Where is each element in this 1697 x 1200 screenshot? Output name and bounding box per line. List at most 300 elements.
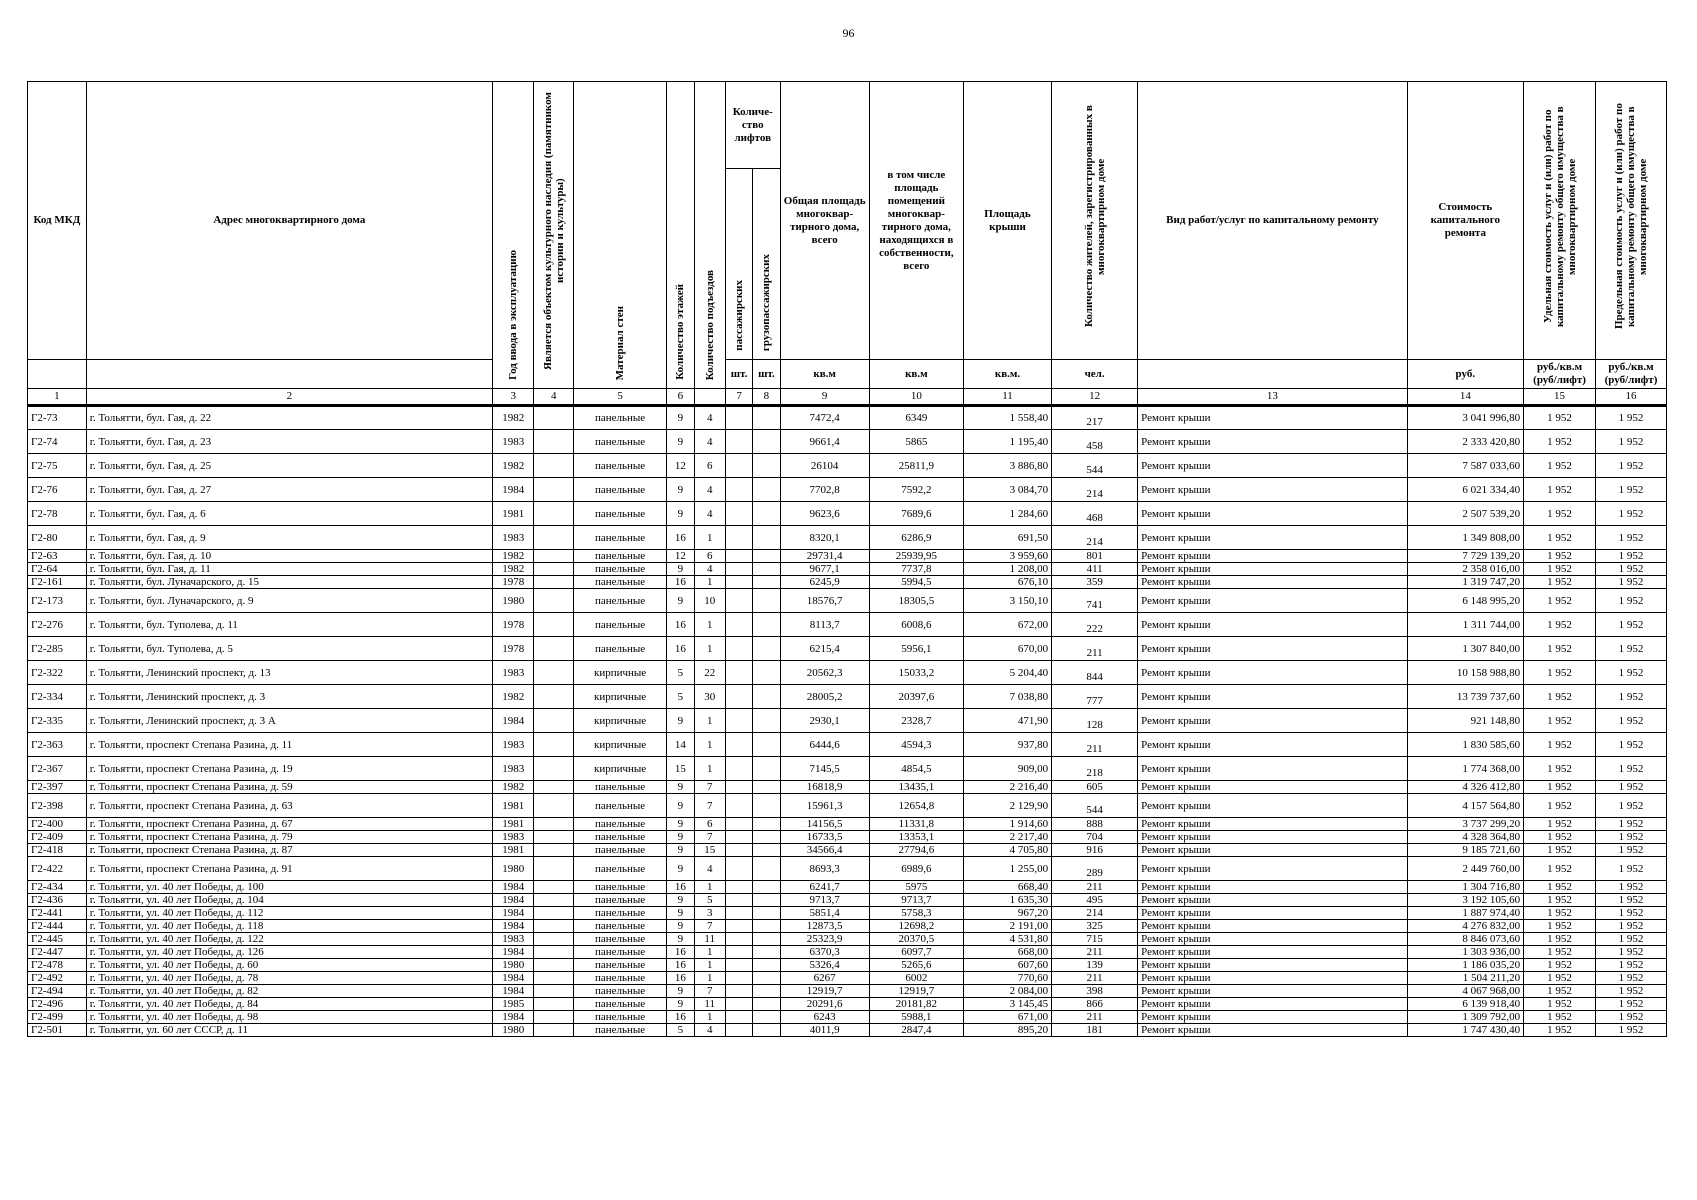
cell-floors: 16 bbox=[667, 881, 694, 894]
cell-owned: 5994,5 bbox=[869, 576, 963, 589]
cell-heritage bbox=[534, 972, 574, 985]
cell-material: панельные bbox=[573, 985, 666, 998]
cell-address: г. Тольятти, бул. Туполева, д. 5 bbox=[86, 637, 492, 661]
cell-total: 9661,4 bbox=[780, 430, 869, 454]
cell-unit: 1 952 bbox=[1524, 881, 1596, 894]
cell-material: панельные bbox=[573, 946, 666, 959]
cell-cost: 1 887 974,40 bbox=[1407, 907, 1523, 920]
cell-max: 1 952 bbox=[1595, 613, 1666, 637]
cell-cost: 4 157 564,80 bbox=[1407, 794, 1523, 818]
table-row bbox=[28, 613, 1667, 637]
cell-freight bbox=[753, 563, 780, 576]
header-passenger-lifts-text: пассажирских bbox=[733, 280, 746, 351]
cell-work: Ремонт крыши bbox=[1138, 1011, 1407, 1024]
cell-cost: 2 449 760,00 bbox=[1407, 857, 1523, 881]
cell-pass bbox=[725, 589, 752, 613]
table-row bbox=[28, 894, 1667, 907]
cell-cost: 2 358 016,00 bbox=[1407, 563, 1523, 576]
cell-unit: 1 952 bbox=[1524, 781, 1596, 794]
cell-total: 18576,7 bbox=[780, 589, 869, 613]
cell-year: 1984 bbox=[492, 1011, 534, 1024]
cell-roof: 967,20 bbox=[963, 907, 1051, 920]
cell-work: Ремонт крыши bbox=[1138, 794, 1407, 818]
cell-owned: 9713,7 bbox=[869, 894, 963, 907]
cell-material: панельные bbox=[573, 781, 666, 794]
cell-floors: 9 bbox=[667, 920, 694, 933]
unit-residents: чел. bbox=[1052, 360, 1138, 389]
cell-heritage bbox=[534, 781, 574, 794]
cell-year: 1982 bbox=[492, 781, 534, 794]
cell-total: 6267 bbox=[780, 972, 869, 985]
cell-residents: 888 bbox=[1052, 818, 1138, 831]
cell-floors: 12 bbox=[667, 550, 694, 563]
cell-unit: 1 952 bbox=[1524, 844, 1596, 857]
cell-code: Г2-74 bbox=[28, 430, 87, 454]
cell-code: Г2-434 bbox=[28, 881, 87, 894]
cell-unit: 1 952 bbox=[1524, 894, 1596, 907]
cell-roof: 2 191,00 bbox=[963, 920, 1051, 933]
column-number-blank bbox=[694, 389, 725, 406]
cell-freight bbox=[753, 985, 780, 998]
cell-code: Г2-447 bbox=[28, 946, 87, 959]
cell-entrances: 1 bbox=[694, 637, 725, 661]
cell-entrances: 6 bbox=[694, 550, 725, 563]
cell-owned: 5865 bbox=[869, 430, 963, 454]
table-row bbox=[28, 907, 1667, 920]
cell-freight bbox=[753, 526, 780, 550]
cell-owned: 4854,5 bbox=[869, 757, 963, 781]
cell-roof: 676,10 bbox=[963, 576, 1051, 589]
table-row bbox=[28, 430, 1667, 454]
cell-floors: 15 bbox=[667, 757, 694, 781]
cell-code: Г2-334 bbox=[28, 685, 87, 709]
cell-total: 7702,8 bbox=[780, 478, 869, 502]
cell-unit: 1 952 bbox=[1524, 857, 1596, 881]
cell-heritage bbox=[534, 920, 574, 933]
cell-residents: 704 bbox=[1052, 831, 1138, 844]
cell-material: панельные bbox=[573, 406, 666, 430]
cell-heritage bbox=[534, 844, 574, 857]
cell-floors: 9 bbox=[667, 709, 694, 733]
table-row bbox=[28, 757, 1667, 781]
cell-residents: 777 bbox=[1052, 685, 1138, 709]
cell-residents: 217 bbox=[1052, 406, 1138, 430]
cell-work: Ремонт крыши bbox=[1138, 959, 1407, 972]
cell-total: 15961,3 bbox=[780, 794, 869, 818]
cell-roof: 4 705,80 bbox=[963, 844, 1051, 857]
cell-address: г. Тольятти, бул. Гая, д. 22 bbox=[86, 406, 492, 430]
cell-code: Г2-63 bbox=[28, 550, 87, 563]
cell-max: 1 952 bbox=[1595, 661, 1666, 685]
cell-unit: 1 952 bbox=[1524, 907, 1596, 920]
cell-pass bbox=[725, 430, 752, 454]
cell-freight bbox=[753, 1011, 780, 1024]
cell-pass bbox=[725, 478, 752, 502]
cell-owned: 12919,7 bbox=[869, 985, 963, 998]
cell-year: 1983 bbox=[492, 526, 534, 550]
cell-roof: 4 531,80 bbox=[963, 933, 1051, 946]
cell-freight bbox=[753, 781, 780, 794]
cell-freight bbox=[753, 550, 780, 563]
cell-heritage bbox=[534, 959, 574, 972]
cell-freight bbox=[753, 998, 780, 1011]
cell-residents: 741 bbox=[1052, 589, 1138, 613]
cell-unit: 1 952 bbox=[1524, 998, 1596, 1011]
cell-entrances: 4 bbox=[694, 430, 725, 454]
cell-cost: 1 319 747,20 bbox=[1407, 576, 1523, 589]
cell-code: Г2-478 bbox=[28, 959, 87, 972]
table-row bbox=[28, 661, 1667, 685]
cell-year: 1983 bbox=[492, 757, 534, 781]
cell-code: Г2-397 bbox=[28, 781, 87, 794]
cell-cost: 3 737 299,20 bbox=[1407, 818, 1523, 831]
cell-entrances: 30 bbox=[694, 685, 725, 709]
cell-unit: 1 952 bbox=[1524, 454, 1596, 478]
cell-pass bbox=[725, 661, 752, 685]
cell-material: панельные bbox=[573, 972, 666, 985]
cell-material: панельные bbox=[573, 959, 666, 972]
cell-floors: 16 bbox=[667, 576, 694, 589]
cell-owned: 6286,9 bbox=[869, 526, 963, 550]
cell-heritage bbox=[534, 613, 574, 637]
cell-cost: 4 328 364,80 bbox=[1407, 831, 1523, 844]
cell-unit: 1 952 bbox=[1524, 550, 1596, 563]
cell-freight bbox=[753, 831, 780, 844]
cell-material: панельные bbox=[573, 576, 666, 589]
column-number: 8 bbox=[753, 389, 780, 406]
cell-max: 1 952 bbox=[1595, 454, 1666, 478]
cell-total: 34566,4 bbox=[780, 844, 869, 857]
cell-owned: 5988,1 bbox=[869, 1011, 963, 1024]
table-row bbox=[28, 857, 1667, 881]
cell-pass bbox=[725, 406, 752, 430]
cell-roof: 671,00 bbox=[963, 1011, 1051, 1024]
cell-owned: 5265,6 bbox=[869, 959, 963, 972]
cell-cost: 3 041 996,80 bbox=[1407, 406, 1523, 430]
cell-roof: 1 195,40 bbox=[963, 430, 1051, 454]
cell-code: Г2-80 bbox=[28, 526, 87, 550]
cell-freight bbox=[753, 959, 780, 972]
cell-pass bbox=[725, 844, 752, 857]
cell-material: панельные bbox=[573, 589, 666, 613]
cell-owned: 12698,2 bbox=[869, 920, 963, 933]
cell-pass bbox=[725, 550, 752, 563]
cell-cost: 13 739 737,60 bbox=[1407, 685, 1523, 709]
cell-residents: 214 bbox=[1052, 526, 1138, 550]
cell-residents: 214 bbox=[1052, 907, 1138, 920]
cell-cost: 1 774 368,00 bbox=[1407, 757, 1523, 781]
cell-max: 1 952 bbox=[1595, 881, 1666, 894]
cell-unit: 1 952 bbox=[1524, 563, 1596, 576]
cell-heritage bbox=[534, 733, 574, 757]
cell-cost: 6 021 334,40 bbox=[1407, 478, 1523, 502]
cell-unit: 1 952 bbox=[1524, 478, 1596, 502]
cell-total: 16733,5 bbox=[780, 831, 869, 844]
cell-material: кирпичные bbox=[573, 733, 666, 757]
cell-floors: 9 bbox=[667, 478, 694, 502]
cell-address: г. Тольятти, бул. Луначарского, д. 15 bbox=[86, 576, 492, 589]
cell-floors: 9 bbox=[667, 933, 694, 946]
cell-code: Г2-499 bbox=[28, 1011, 87, 1024]
cell-unit: 1 952 bbox=[1524, 502, 1596, 526]
cell-code: Г2-76 bbox=[28, 478, 87, 502]
cell-pass bbox=[725, 454, 752, 478]
cell-material: панельные bbox=[573, 857, 666, 881]
cell-unit: 1 952 bbox=[1524, 637, 1596, 661]
cell-freight bbox=[753, 933, 780, 946]
table-row bbox=[28, 781, 1667, 794]
cell-address: г. Тольятти, Ленинский проспект, д. 13 bbox=[86, 661, 492, 685]
cell-unit: 1 952 bbox=[1524, 661, 1596, 685]
cell-material: панельные bbox=[573, 502, 666, 526]
cell-freight bbox=[753, 757, 780, 781]
cell-unit: 1 952 bbox=[1524, 526, 1596, 550]
cell-pass bbox=[725, 613, 752, 637]
cell-address: г. Тольятти, проспект Степана Разина, д. 19 bbox=[86, 757, 492, 781]
cell-year: 1983 bbox=[492, 430, 534, 454]
cell-residents: 866 bbox=[1052, 998, 1138, 1011]
cell-total: 4011,9 bbox=[780, 1024, 869, 1037]
cell-cost: 921 148,80 bbox=[1407, 709, 1523, 733]
cell-material: панельные bbox=[573, 563, 666, 576]
cell-year: 1982 bbox=[492, 406, 534, 430]
cell-address: г. Тольятти, проспект Степана Разина, д. 11 bbox=[86, 733, 492, 757]
cell-address: г. Тольятти, проспект Степана Разина, д. 59 bbox=[86, 781, 492, 794]
cell-floors: 9 bbox=[667, 430, 694, 454]
cell-total: 6215,4 bbox=[780, 637, 869, 661]
cell-entrances: 4 bbox=[694, 406, 725, 430]
cell-unit: 1 952 bbox=[1524, 794, 1596, 818]
column-number: 6 bbox=[667, 389, 694, 406]
cell-entrances: 4 bbox=[694, 478, 725, 502]
cell-residents: 211 bbox=[1052, 881, 1138, 894]
table-row bbox=[28, 998, 1667, 1011]
cell-pass bbox=[725, 685, 752, 709]
cell-owned: 7737,8 bbox=[869, 563, 963, 576]
cell-roof: 2 129,90 bbox=[963, 794, 1051, 818]
cell-address: г. Тольятти, бул. Гая, д. 27 bbox=[86, 478, 492, 502]
cell-max: 1 952 bbox=[1595, 894, 1666, 907]
cell-entrances: 1 bbox=[694, 1011, 725, 1024]
table-row bbox=[28, 933, 1667, 946]
header-owned-area: в том числе площадь помещений многоквар-тирного дома, находящихся в собственности, всего bbox=[869, 82, 963, 360]
cell-max: 1 952 bbox=[1595, 709, 1666, 733]
column-number: 15 bbox=[1524, 389, 1596, 406]
cell-pass bbox=[725, 794, 752, 818]
cell-freight bbox=[753, 920, 780, 933]
cell-year: 1985 bbox=[492, 998, 534, 1011]
cell-heritage bbox=[534, 589, 574, 613]
table-row bbox=[28, 959, 1667, 972]
header-year bbox=[492, 82, 534, 389]
cell-freight bbox=[753, 857, 780, 881]
cell-freight bbox=[753, 613, 780, 637]
cell-residents: 398 bbox=[1052, 985, 1138, 998]
cell-cost: 1 303 936,00 bbox=[1407, 946, 1523, 959]
cell-max: 1 952 bbox=[1595, 857, 1666, 881]
cell-address: г. Тольятти, Ленинский проспект, д. 3 bbox=[86, 685, 492, 709]
cell-freight bbox=[753, 576, 780, 589]
unit-max-cost: руб./кв.м (руб/лифт) bbox=[1595, 360, 1666, 389]
cell-heritage bbox=[534, 685, 574, 709]
cell-roof: 3 886,80 bbox=[963, 454, 1051, 478]
cell-owned: 20181,82 bbox=[869, 998, 963, 1011]
cell-work: Ремонт крыши bbox=[1138, 576, 1407, 589]
cell-pass bbox=[725, 831, 752, 844]
cell-freight bbox=[753, 733, 780, 757]
cell-code: Г2-494 bbox=[28, 985, 87, 998]
cell-residents: 289 bbox=[1052, 857, 1138, 881]
header-heritage-text: Является объектом культурного наследия (памятником истории и культуры) bbox=[541, 92, 566, 370]
cell-work: Ремонт крыши bbox=[1138, 550, 1407, 563]
cell-address: г. Тольятти, ул. 40 лет Победы, д. 122 bbox=[86, 933, 492, 946]
cell-year: 1983 bbox=[492, 933, 534, 946]
cell-pass bbox=[725, 972, 752, 985]
table-row bbox=[28, 563, 1667, 576]
cell-work: Ремонт крыши bbox=[1138, 637, 1407, 661]
cell-entrances: 22 bbox=[694, 661, 725, 685]
cell-total: 8693,3 bbox=[780, 857, 869, 881]
cell-code: Г2-445 bbox=[28, 933, 87, 946]
cell-material: панельные bbox=[573, 844, 666, 857]
cell-address: г. Тольятти, ул. 40 лет Победы, д. 112 bbox=[86, 907, 492, 920]
cell-entrances: 1 bbox=[694, 946, 725, 959]
cell-work: Ремонт крыши bbox=[1138, 563, 1407, 576]
cell-total: 20562,3 bbox=[780, 661, 869, 685]
cell-total: 20291,6 bbox=[780, 998, 869, 1011]
cell-work: Ремонт крыши bbox=[1138, 1024, 1407, 1037]
cell-total: 9623,6 bbox=[780, 502, 869, 526]
cell-work: Ремонт крыши bbox=[1138, 709, 1407, 733]
cell-address: г. Тольятти, бул. Луначарского, д. 9 bbox=[86, 589, 492, 613]
cell-total: 9677,1 bbox=[780, 563, 869, 576]
cell-residents: 211 bbox=[1052, 1011, 1138, 1024]
cell-address: г. Тольятти, бул. Гая, д. 11 bbox=[86, 563, 492, 576]
cell-work: Ремонт крыши bbox=[1138, 589, 1407, 613]
cell-residents: 715 bbox=[1052, 933, 1138, 946]
cell-work: Ремонт крыши bbox=[1138, 818, 1407, 831]
cell-heritage bbox=[534, 907, 574, 920]
cell-residents: 495 bbox=[1052, 894, 1138, 907]
cell-total: 8320,1 bbox=[780, 526, 869, 550]
header-freight-lifts-text: грузопассажирских bbox=[760, 253, 773, 351]
cell-pass bbox=[725, 733, 752, 757]
header-roof-area: Площадь крыши bbox=[963, 82, 1051, 360]
cell-address: г. Тольятти, проспект Степана Разина, д. 91 bbox=[86, 857, 492, 881]
cell-unit: 1 952 bbox=[1524, 589, 1596, 613]
cell-floors: 9 bbox=[667, 589, 694, 613]
cell-residents: 128 bbox=[1052, 709, 1138, 733]
cell-max: 1 952 bbox=[1595, 818, 1666, 831]
table-row bbox=[28, 478, 1667, 502]
cell-max: 1 952 bbox=[1595, 576, 1666, 589]
cell-work: Ремонт крыши bbox=[1138, 844, 1407, 857]
cell-roof: 2 217,40 bbox=[963, 831, 1051, 844]
cell-year: 1984 bbox=[492, 972, 534, 985]
header-unit-cost-text: Удельная стоимость услуг и (или) работ по капитальному ремонту общего имущества в многоквартирном доме bbox=[1541, 106, 1578, 327]
cell-material: панельные bbox=[573, 894, 666, 907]
cell-cost: 6 139 918,40 bbox=[1407, 998, 1523, 1011]
cell-heritage bbox=[534, 985, 574, 998]
cell-heritage bbox=[534, 998, 574, 1011]
cell-entrances: 1 bbox=[694, 972, 725, 985]
cell-entrances: 4 bbox=[694, 1024, 725, 1037]
cell-floors: 12 bbox=[667, 454, 694, 478]
cell-code: Г2-285 bbox=[28, 637, 87, 661]
cell-roof: 5 204,40 bbox=[963, 661, 1051, 685]
cell-owned: 6989,6 bbox=[869, 857, 963, 881]
cell-year: 1981 bbox=[492, 502, 534, 526]
cell-cost: 1 309 792,00 bbox=[1407, 1011, 1523, 1024]
cell-floors: 16 bbox=[667, 526, 694, 550]
cell-roof: 895,20 bbox=[963, 1024, 1051, 1037]
cell-max: 1 952 bbox=[1595, 781, 1666, 794]
cell-unit: 1 952 bbox=[1524, 933, 1596, 946]
header-residents-text: Количество жителей, зарегистрированных в многоквартирном доме bbox=[1082, 105, 1107, 328]
cell-material: панельные bbox=[573, 550, 666, 563]
cell-code: Г2-161 bbox=[28, 576, 87, 589]
table-row bbox=[28, 733, 1667, 757]
cell-code: Г2-398 bbox=[28, 794, 87, 818]
table-row bbox=[28, 709, 1667, 733]
cell-roof: 3 150,10 bbox=[963, 589, 1051, 613]
cell-floors: 9 bbox=[667, 794, 694, 818]
cell-total: 2930,1 bbox=[780, 709, 869, 733]
cell-cost: 1 307 840,00 bbox=[1407, 637, 1523, 661]
cell-work: Ремонт крыши bbox=[1138, 757, 1407, 781]
cell-material: панельные bbox=[573, 637, 666, 661]
cell-owned: 5975 bbox=[869, 881, 963, 894]
cell-total: 6241,7 bbox=[780, 881, 869, 894]
cell-year: 1978 bbox=[492, 637, 534, 661]
header-unit-cost bbox=[1524, 82, 1596, 360]
cell-code: Г2-436 bbox=[28, 894, 87, 907]
cell-year: 1981 bbox=[492, 844, 534, 857]
cell-roof: 1 635,30 bbox=[963, 894, 1051, 907]
cell-total: 7145,5 bbox=[780, 757, 869, 781]
cell-material: панельные bbox=[573, 920, 666, 933]
cell-floors: 9 bbox=[667, 818, 694, 831]
cell-entrances: 7 bbox=[694, 781, 725, 794]
cell-unit: 1 952 bbox=[1524, 709, 1596, 733]
cell-max: 1 952 bbox=[1595, 959, 1666, 972]
cell-entrances: 1 bbox=[694, 881, 725, 894]
cell-code: Г2-73 bbox=[28, 406, 87, 430]
cell-floors: 16 bbox=[667, 637, 694, 661]
cell-owned: 25811,9 bbox=[869, 454, 963, 478]
cell-cost: 1 186 035,20 bbox=[1407, 959, 1523, 972]
cell-roof: 1 208,00 bbox=[963, 563, 1051, 576]
cell-floors: 16 bbox=[667, 972, 694, 985]
cell-max: 1 952 bbox=[1595, 478, 1666, 502]
cell-owned: 6097,7 bbox=[869, 946, 963, 959]
cell-freight bbox=[753, 589, 780, 613]
cell-roof: 937,80 bbox=[963, 733, 1051, 757]
unit-address bbox=[86, 360, 492, 389]
cell-work: Ремонт крыши bbox=[1138, 894, 1407, 907]
cell-work: Ремонт крыши bbox=[1138, 454, 1407, 478]
cell-unit: 1 952 bbox=[1524, 733, 1596, 757]
table-row bbox=[28, 946, 1667, 959]
cell-work: Ремонт крыши bbox=[1138, 733, 1407, 757]
table-body bbox=[28, 406, 1667, 1037]
cell-code: Г2-78 bbox=[28, 502, 87, 526]
cell-material: панельные bbox=[573, 478, 666, 502]
cell-unit: 1 952 bbox=[1524, 757, 1596, 781]
table-row bbox=[28, 881, 1667, 894]
cell-unit: 1 952 bbox=[1524, 576, 1596, 589]
cell-owned: 12654,8 bbox=[869, 794, 963, 818]
